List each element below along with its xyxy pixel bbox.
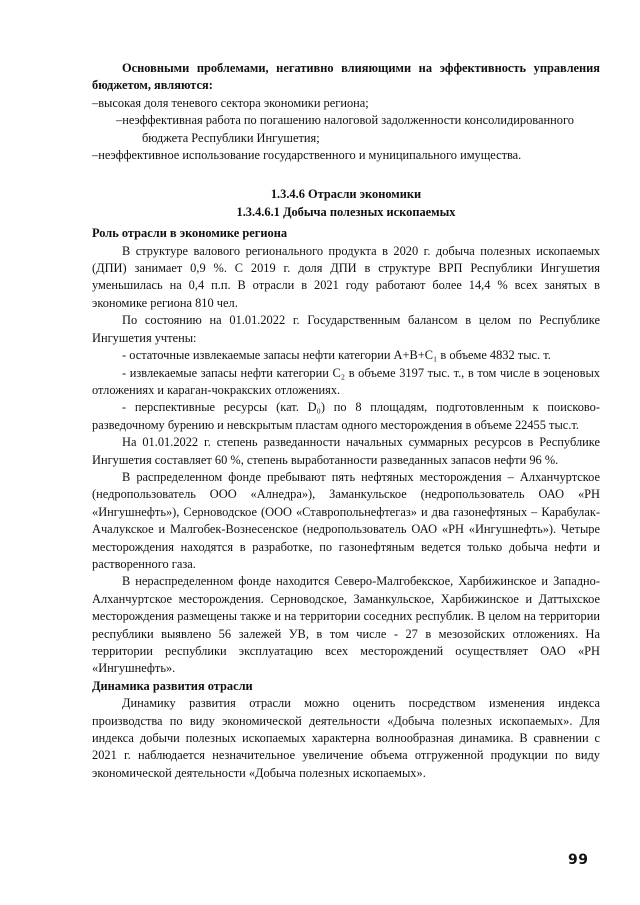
role-paragraph-2: По состоянию на 01.01.2022 г. Государственным балансом в целом по Республике Ингушетия учтены: (92, 313, 600, 345)
problem-item: –высокая доля теневого сектора экономики региона; (92, 95, 369, 110)
section-title: 1.3.4.6 Отрасли экономики (270, 187, 422, 202)
dynamics-heading: Динамика развития отрасли (92, 678, 253, 693)
reserve-item-1: - остаточные извлекаемые запасы нефти категории А+В+С₁ в объеме 4832 тыс. т. (122, 348, 551, 363)
reserve-item-2: - извлекаемые запасы нефти категории С₂ в объеме 3197 тыс. т., в том числе в эоценовых отложениях и караган-чокракских отложениях. (92, 365, 600, 397)
problems-heading: Основными проблемами, негативно влияющими на эффективность управления бюджетом, являются: (92, 61, 600, 93)
reserve-item-3: - перспективные ресурсы (кат. D₀) по 8 площадям, подготовленным к поисково-разведочному бурению и невскрытым пластам одного месторождения в объеме 22455 тыс.т. (92, 400, 600, 432)
role-paragraph-5: В нераспределенном фонде находится Северо-Малгобекское, Харбижинское и Западно-Алханчуртское месторождения. Серноводское, Заманкульское, Харбижинское и Даттыхское месторождения размещены также и на территории соседних республик. В целом на территории республики выявлено 56 залежей УВ, в том числе - 27 в мезозойских отложениях. На территории республики эксплуатацию всех месторождений осуществляет ОАО «РН «Ингушнефть». (92, 574, 600, 676)
role-paragraph-4: В распределенном фонде пребывают пять нефтяных месторождения – Алханчуртское (недропользователь ООО «Алнедра»), Заманкульское (недропользователь ОАО «РН «Ингушнефть»), Серноводское (ООО «Ставропольнефтегаз» и два газонефтяных – Карабулак-Ачалукское и Малгобек-Вознесенское (недропользователь ОАО «РН «Ингушнефть»). Четыре месторождения находятся в разработке, по газонефтяным ведется только добыча нефти и растворенного газа. (92, 469, 600, 571)
spacer (92, 164, 600, 186)
section-subtitle: 1.3.4.6.1 Добыча полезных ископаемых (236, 204, 456, 219)
problem-item: –неэффективная работа по погашению налоговой задолженности консолидированного бюджета Республики Ингушетия; (116, 113, 574, 145)
role-paragraph-1: В структуре валового регионального продукта в 2020 г. добыча полезных ископаемых (ДПИ) занимает 0,9 %. С 2019 г. доля ДПИ в структуре ВРП Республики Ингушетия уменьшилась на 0,4 п.п. В отрасли в 2021 году работают более 14,4 % всех занятых в экономике региона 810 чел. (92, 243, 600, 310)
dynamics-paragraph: Динамику развития отрасли можно оценить посредством изменения индекса производства по виду экономической деятельности «Добыча полезных ископаемых». Для индекса добычи полезных ископаемых характерна волнообразная динамика. В сравнении с 2021 г. наблюдается незначительное увеличение объема отгруженной продукции по виду экономической деятельности «Добыча полезных ископаемых». (92, 696, 600, 780)
problem-item: –неэффективное использование государственного и муниципального имущества. (92, 148, 522, 163)
role-paragraph-3: На 01.01.2022 г. степень разведанности начальных суммарных ресурсов в Республике Ингушетия составляет 60 %, степень выработанности разведанных запасов нефти 96 %. (92, 435, 600, 467)
page-content (92, 60, 600, 782)
role-heading: Роль отрасли в экономике региона (92, 226, 288, 241)
page-number: 99 (568, 852, 589, 868)
